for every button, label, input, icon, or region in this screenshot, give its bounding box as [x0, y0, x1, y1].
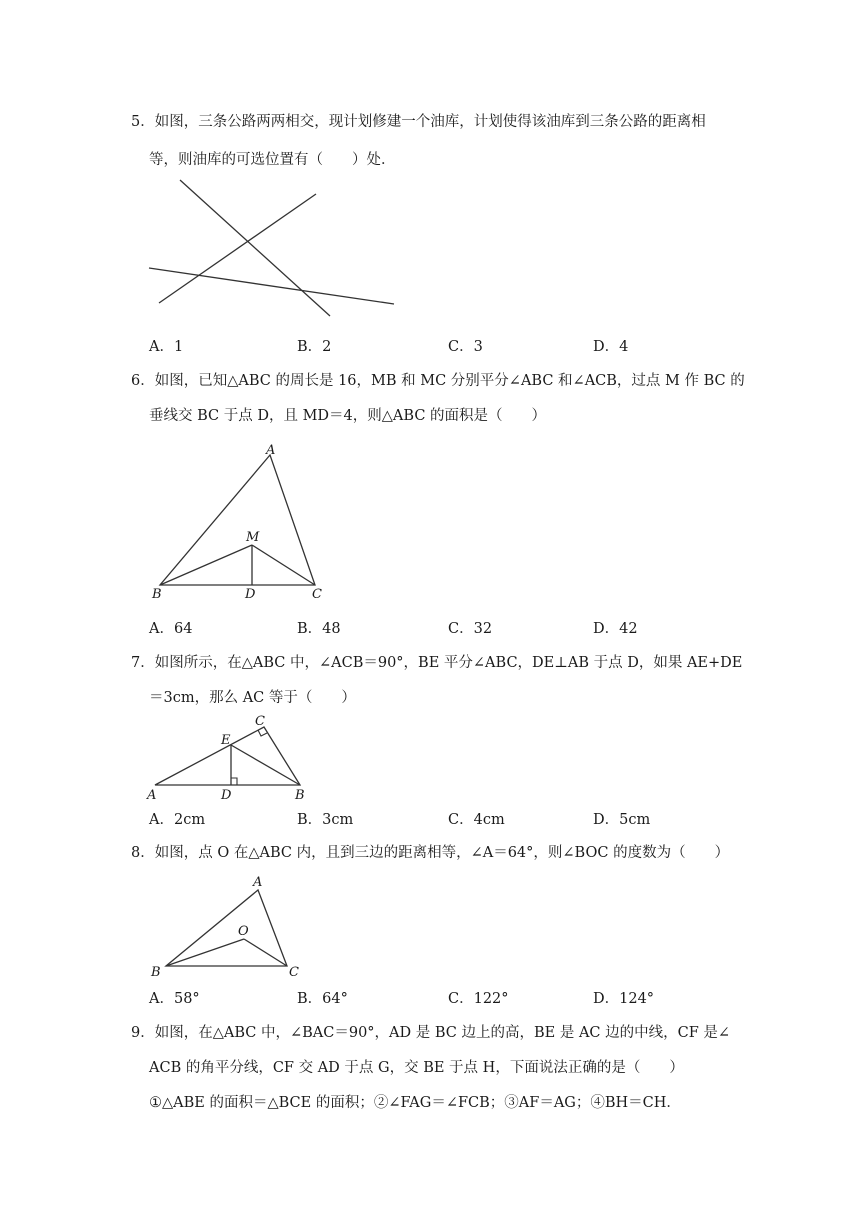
label-c: C [255, 714, 265, 729]
option-b[interactable]: B．48 [297, 621, 341, 637]
question-text-line: 等，则油库的可选位置有（ ）处． [149, 152, 396, 168]
label-c: C [312, 587, 322, 602]
option-c[interactable]: C．3 [448, 339, 483, 355]
option-a[interactable]: A．1 [149, 339, 184, 355]
option-d[interactable]: D．42 [593, 621, 638, 637]
question-text-line: 垂线交 BC 于点 D，且 MD＝4，则△ABC 的面积是（ ） [149, 408, 547, 424]
option-b[interactable]: B．3cm [297, 812, 354, 828]
question-text-line: ＝3cm，那么 AC 等于（ ） [149, 690, 356, 706]
option-d[interactable]: D．5cm [593, 812, 651, 828]
label-d: D [245, 587, 256, 602]
label-c: C [289, 965, 299, 980]
option-c[interactable]: C．122° [448, 991, 509, 1007]
option-b[interactable]: B．2 [297, 339, 332, 355]
segment-oc [244, 939, 287, 966]
label-o: O [238, 924, 249, 939]
option-a[interactable]: A．64 [149, 621, 193, 637]
option-c[interactable]: C．4cm [448, 812, 505, 828]
option-d[interactable]: D．4 [593, 339, 629, 355]
question-text-line: ACB 的角平分线，CF 交 AD 于点 G，交 BE 于点 H，下面说法正确的是（ ） [149, 1060, 684, 1076]
question-text-line: 7．如图所示，在△ABC 中，∠ACB＝90°，BE 平分∠ABC，DE⊥AB 于点 D，如果 AE+DE [131, 655, 743, 671]
option-a[interactable]: A．2cm [149, 812, 206, 828]
label-e: E [221, 733, 231, 748]
statements-line: ①△ABE 的面积＝△BCE 的面积；②∠FAG＝∠FCB；③AF＝AG；④BH＝CH． [149, 1095, 681, 1111]
question-text-line: 8．如图，点 O 在△ABC 内，且到三边的距离相等，∠A＝64°，则∠BOC 的度数为（ ） [131, 845, 730, 861]
question-text-line: 5．如图，三条公路两两相交，现计划修建一个油库，计划使得该油库到三条公路的距离相 [131, 114, 706, 130]
question-text-line: 9．如图，在△ABC 中，∠BAC＝90°，AD 是 BC 边上的高，BE 是 AC 边的中线，CF 是∠ [131, 1025, 731, 1041]
label-a: A [266, 443, 276, 458]
label-b: B [295, 788, 305, 803]
option-b[interactable]: B．64° [297, 991, 348, 1007]
label-a: A [253, 875, 263, 890]
label-b: B [151, 965, 161, 980]
option-c[interactable]: C．32 [448, 621, 493, 637]
option-d[interactable]: D．124° [593, 991, 655, 1007]
question-text-line: 6．如图，已知△ABC 的周长是 16，MB 和 MC 分别平分∠ABC 和∠ACB，过点 M 作 BC 的 [131, 373, 745, 389]
label-d: D [221, 788, 232, 803]
option-a[interactable]: A．58° [149, 991, 200, 1007]
segment-ob [166, 939, 244, 966]
label-m: M [246, 530, 260, 545]
label-b: B [152, 587, 162, 602]
label-a: A [147, 788, 157, 803]
